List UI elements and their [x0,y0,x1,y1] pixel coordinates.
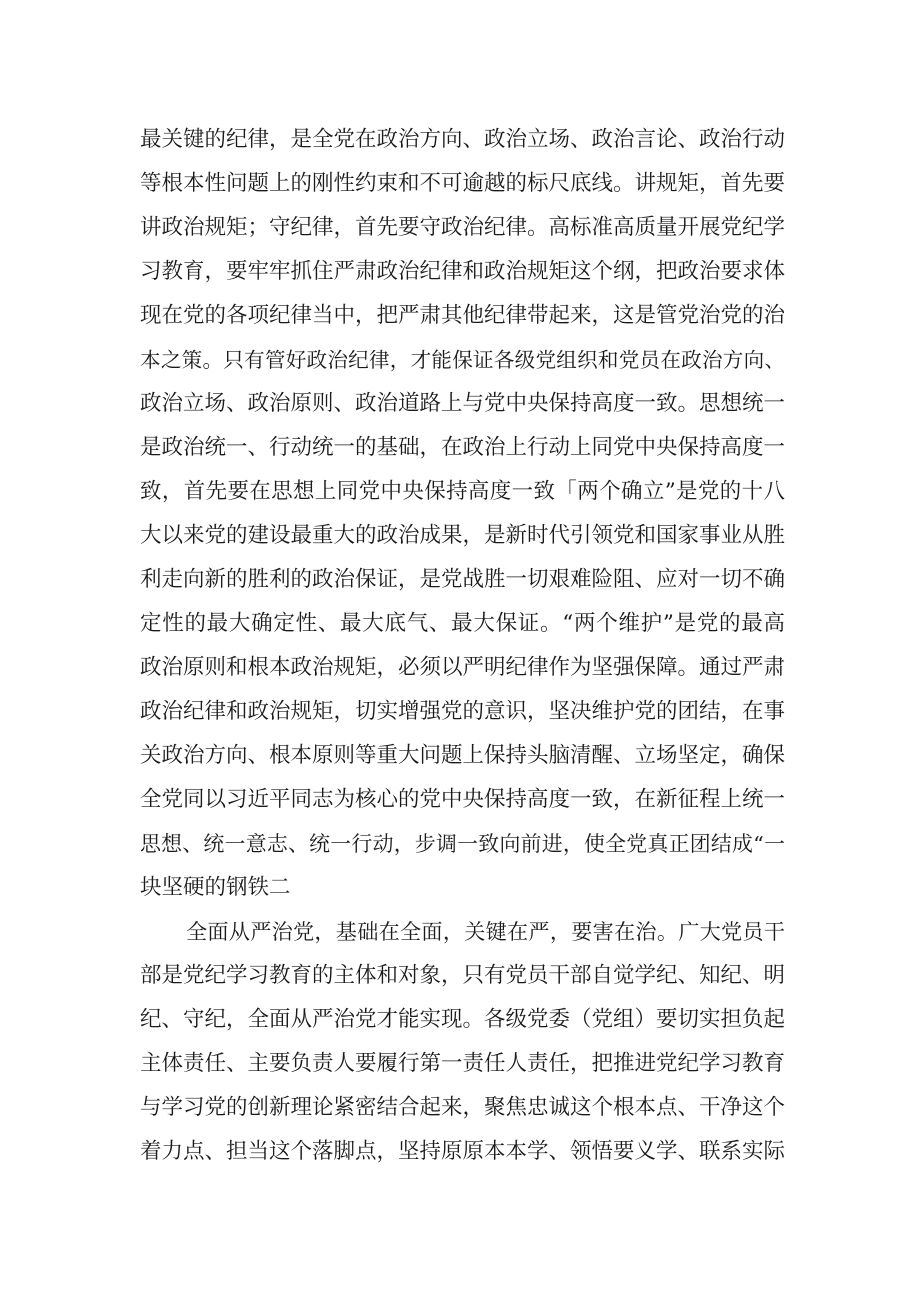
paragraph-line: 主体责任、主要负责人要履行第一责任人责任，把推进党纪学习教育 [140,1051,786,1076]
paragraph-line: 最关键的纪律，是全党在政治方向、政治立场、政治言论、政治行动 [140,127,786,152]
paragraph-line: 本之策。只有管好政治纪律，才能保证各级党组织和党员在政治方向、 [140,348,785,372]
paragraph-line: 块坚硬的钢铁二 [140,875,291,900]
paragraph-line: 致，首先要在思想上同党中央保持高度一致「两个确立”是党的十八 [140,479,785,504]
paragraph-line: 等根本性问题上的刚性约束和不可逾越的标尺底线。讲规矩，首先要 [140,171,786,196]
paragraph-line: 政治立场、政治原则、政治道路上与党中央保持高度一致。思想统一 [140,391,786,416]
paragraph-line: 政治原则和根本政治规矩，必须以严明纪律作为坚强保障。通过严肃 [140,655,786,680]
paragraph-line: 与学习党的创新理论紧密结合起来，聚焦忠诚这个根本点、干净这个 [140,1095,786,1120]
paragraph-line: 全党同以习近平同志为核心的党中央保持高度一致，在新征程上统一 [140,787,786,812]
paragraph-line: 讲政治规矩；守纪律，首先要守政治纪律。高标准高质量开展党纪学 [140,215,786,240]
paragraph-line: 关政治方向、根本原则等重大问题上保持头脑清醒、立场坚定，确保 [140,743,786,768]
paragraph-line: 政治纪律和政治规矩，切实增强党的意识，坚决维护党的团结，在事 [140,699,786,724]
paragraph-line: 全面从严治党，基础在全面，关键在严，要害在治。广大党员干 [186,919,785,944]
paragraph-line: 习教育，要牢牢抓住严肃政治纪律和政治规矩这个纲，把政治要求体 [140,259,786,284]
paragraph-line: 着力点、担当这个落脚点，坚持原原本本学、领悟要义学、联系实际 [140,1139,786,1164]
paragraph-line: 现在党的各项纪律当中，把严肃其他纪律带起来，这是管党治党的治 [140,303,786,328]
paragraph-line: 大以来党的建设最重大的政治成果，是新时代引领党和国家事业从胜 [140,523,786,548]
paragraph-line: 利走向新的胜利的政治保证，是党战胜一切艰难险阻、应对一切不确 [140,567,786,592]
paragraph-line: 定性的最大确定性、最大底气、最大保证。“两个维护”是党的最高 [140,611,785,636]
paragraph-line: 纪、守纪，全面从严治党才能实现。各级党委（党组）要切实担负起 [140,1007,786,1032]
paragraph-line: 思想、统一意志、统一行动，步调一致向前进，使全党真正团结成“一 [140,832,785,856]
paragraph-line: 是政治统一、行动统一的基础，在政治上行动上同党中央保持高度一 [140,435,786,460]
paragraph-line: 部是党纪学习教育的主体和对象，只有党员干部自觉学纪、知纪、明 [140,963,786,988]
